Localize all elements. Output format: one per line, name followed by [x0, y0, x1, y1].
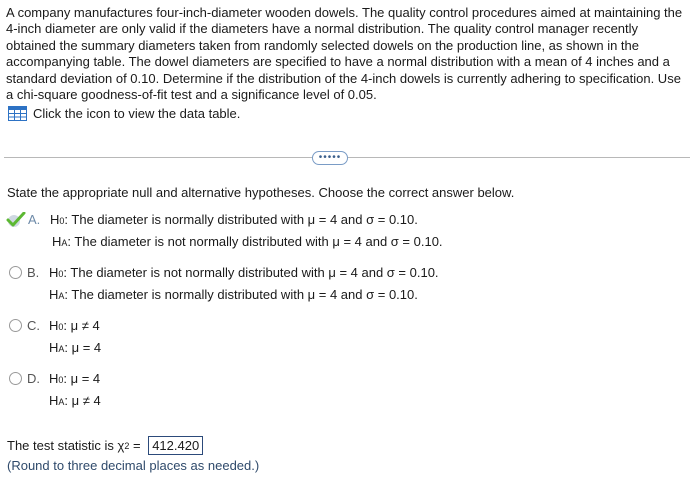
correct-check-icon: [6, 212, 26, 228]
rounding-instruction: (Round to three decimal places as needed.): [7, 458, 260, 473]
option-d-radio[interactable]: [9, 372, 22, 385]
option-c[interactable]: [6, 314, 101, 358]
test-statistic-answer-box[interactable]: 412.420: [148, 436, 203, 455]
expand-more-button[interactable]: •••••: [312, 151, 348, 165]
test-statistic-line: [7, 436, 203, 455]
test-statistic-prefix: The test statistic is χ: [7, 438, 125, 453]
option-b-letter: B.: [27, 264, 40, 280]
option-c-radio[interactable]: [9, 319, 22, 332]
option-d-alt: H A : μ ≠ 4: [49, 392, 101, 408]
option-c-alt: H A : μ = 4: [49, 339, 102, 355]
option-a-null: H 0 : The diameter is normally distributed with μ = 4 and σ = 0.10.: [50, 211, 418, 227]
option-a-letter: A.: [28, 211, 41, 227]
option-b-radio[interactable]: [9, 266, 22, 279]
test-statistic-equals: =: [129, 438, 145, 453]
option-d[interactable]: [6, 367, 101, 411]
option-a[interactable]: [6, 208, 443, 252]
option-d-letter: D.: [27, 370, 40, 386]
table-grid-icon[interactable]: [8, 106, 27, 121]
question-prompt: State the appropriate null and alternative hypotheses. Choose the correct answer below.: [7, 185, 515, 200]
option-c-letter: C.: [27, 317, 40, 333]
option-d-null: H 0 : μ = 4: [49, 370, 101, 386]
data-table-link[interactable]: [8, 106, 240, 121]
data-table-link-label[interactable]: Click the icon to view the data table.: [33, 106, 241, 121]
chi-square-superscript: 2: [124, 440, 130, 451]
option-a-alt: H A : The diameter is not normally distributed with μ = 4 and σ = 0.10.: [52, 233, 443, 249]
option-c-null: H 0 : μ ≠ 4: [49, 317, 100, 333]
problem-statement: A company manufactures four-inch-diameter wooden dowels. The quality control procedures aimed at maintaining the 4-inch diameter are only valid if the diameters have a normal distribution. The quality control manager recently obtained the summary diameters taken from randomly selected dowels on the production line, as shown in the accompanying table. The dowel diameters are specified to have a normal distribution with a mean of 4 inches and a standard deviation of 0.10. Determine if the distribution of the 4-inch dowels is currently adhering to specification. Use a chi-square goodness-of-fit test and a significance level of 0.05.: [6, 5, 683, 103]
option-b-null: H 0 : The diameter is not normally distributed with μ = 4 and σ = 0.10.: [49, 264, 439, 280]
option-b[interactable]: [6, 261, 439, 305]
option-b-alt: H A : The diameter is normally distributed with μ = 4 and σ = 0.10.: [49, 286, 418, 302]
